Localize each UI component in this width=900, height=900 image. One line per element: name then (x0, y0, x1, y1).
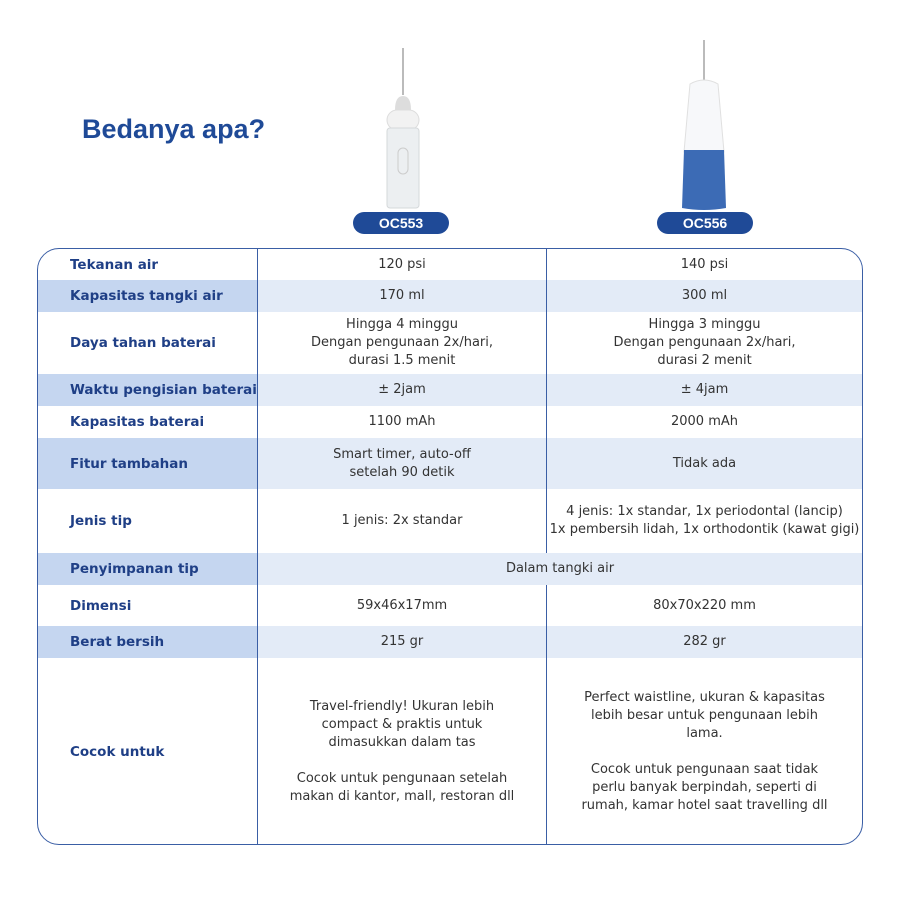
oc553-badge: OC553 (353, 212, 449, 234)
row-label: Dimensi (38, 585, 258, 626)
oc553-value: Smart timer, auto-off setelah 90 detik (258, 438, 547, 489)
table-row (38, 585, 862, 626)
row-label: Fitur tambahan (38, 438, 258, 489)
table-row (38, 438, 862, 489)
row-label: Cocok untuk (38, 658, 258, 845)
table-row (38, 489, 862, 553)
table-row (38, 406, 862, 438)
row-label: Kapasitas baterai (38, 406, 258, 438)
oc556-value: 2000 mAh (670, 414, 738, 429)
oc553-value: 1100 mAh (258, 406, 547, 438)
table-row (38, 280, 862, 312)
shared-value: Dalam tangki air (258, 553, 862, 585)
table-row (38, 374, 862, 406)
oc556-value: Tidak ada (547, 438, 862, 489)
oc556-value: 282 gr (547, 626, 862, 658)
row-label: Waktu pengisian baterai (38, 374, 258, 406)
oc553-value: ± 2jam (258, 374, 547, 406)
row-label: Berat bersih (38, 626, 258, 658)
oc556-value: 300 ml (547, 280, 862, 312)
comparison-table (37, 248, 863, 845)
oc556-value: 140 psi (680, 256, 729, 272)
table-row (38, 626, 862, 658)
oc553-product-image (343, 40, 463, 210)
oc556-value: 4 jenis: 1x standar, 1x periodontal (lancip) 1x pembersih lidah, 1x orthodontik (kawat gigi) (549, 504, 860, 537)
oc553-value: 170 ml (258, 280, 547, 312)
oc553-value: 1 jenis: 2x standar (258, 489, 547, 553)
table-row (38, 553, 862, 585)
oc553-value: 59x46x17mm (258, 585, 547, 626)
oc556-product-image (644, 40, 764, 210)
oc553-value: 215 gr (258, 626, 547, 658)
row-label: Jenis tip (38, 489, 258, 553)
oc553-value: 120 psi (258, 249, 547, 280)
page-title: Bedanya apa? (82, 114, 266, 144)
table-row (38, 658, 862, 845)
oc556-value: Perfect waistline, ukuran & kapasitas lebih besar untuk pengunaan lebih lama. Cocok untuk pengunaan saat tidak perlu banyak berpindah, seperti di rumah, kamar hotel saat travelling dll (581, 690, 828, 813)
oc553-value: Hingga 4 minggu Dengan pengunaan 2x/hari, durasi 1.5 menit (258, 312, 547, 374)
oc553-value: Travel-friendly! Ukuran lebih compact & praktis untuk dimasukkan dalam tas Cocok untuk pengunaan setelah makan di kantor, mall, restoran dll (258, 658, 547, 845)
row-label: Kapasitas tangki air (38, 280, 258, 312)
row-label: Tekanan air (38, 249, 258, 280)
row-label: Daya tahan baterai (38, 312, 258, 374)
table-row (38, 249, 862, 280)
table-row (38, 312, 862, 374)
oc556-badge: OC556 (657, 212, 753, 234)
oc556-value: 80x70x220 mm (653, 597, 756, 613)
oc556-value: ± 4jam (547, 374, 862, 406)
oc556-value: Hingga 3 minggu Dengan pengunaan 2x/hari, durasi 2 menit (613, 317, 796, 368)
row-label: Penyimpanan tip (38, 553, 258, 585)
